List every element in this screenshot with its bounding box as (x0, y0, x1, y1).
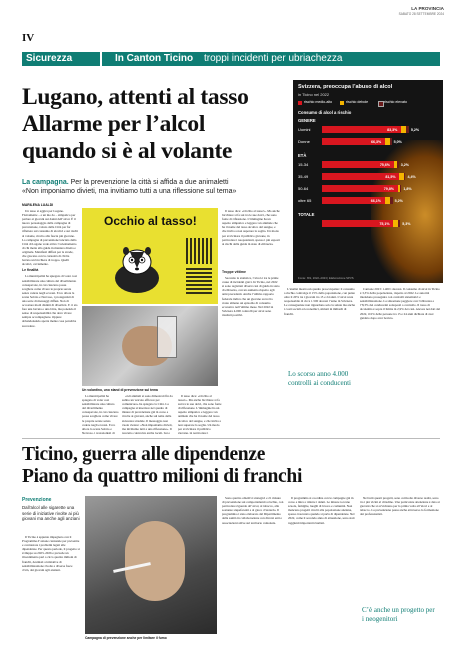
second-pull-quote: C’è anche un progetto per i neogenitori (362, 606, 435, 623)
bar-high (397, 161, 399, 168)
issue-date: SABATO 28 SETTEMBRE 2024 (398, 12, 444, 16)
column-4b-body: Il tasso dice: «Occhio al tasso!». Ma anche bicchiere si fa sui tra le sue dolci, che sono fonte di riflessione. L’immagine ha un aspetto simpatico e leggero: un animale che ha il nome del tasso alcolico del sangue, e che invita a non superare la soglia. Un modo per avvicinare il pubblico giovane, in particolare i (178, 394, 222, 434)
breathalyzer-photo (82, 306, 218, 386)
legend-swatch-low (340, 101, 344, 105)
qr-code-2 (186, 268, 212, 294)
chart-group-heading: ETÀ (298, 153, 307, 158)
headline-line-3: quando si è al volante (22, 138, 233, 164)
section-label: Sicurezza (26, 53, 73, 64)
second-column-1 (22, 535, 80, 653)
cigarette-photo-caption: Campagna di prevenzione anche per limitare il fumo (85, 636, 167, 640)
legend-label-medium: rischio medio-alto (304, 100, 333, 104)
chart-group-heading: TOTALE (298, 212, 315, 217)
bar-high (390, 197, 393, 204)
story-divider (22, 438, 440, 439)
bar-value-low: 5,0% (393, 139, 402, 144)
second-headline-line-1: Ticino, guerra alle dipendenze (22, 444, 266, 465)
infographic-panel (293, 80, 443, 283)
publication-name: LA PROVINCIA (411, 6, 444, 11)
column-troppe-body: Secondo la statistica, l’alcol è tra le prime cause di incidenti gravi. In Ticino, nel 2022 si sono registrati diversi casi di guida in stato di ebbrezza, con un aumento rispetto agli anni precedenti. Anche l’ultimo rapporto federale indica che un giovane su tre ha avuto almeno un episodio di consumo eccessivo nell’ultimo mese. Nel 2022 in Svizzera 4.000 controlli per alcol sono risultati positivi. (222, 276, 280, 317)
bar-value-medium: 66,1% (370, 198, 381, 203)
infographic-title: Svizzera, preoccupa l’abuso di alcol (298, 84, 393, 90)
legend-swatch-medium (298, 101, 302, 105)
section-headline-rest: troppi incidenti per ubriachezza (204, 53, 343, 64)
bar-value-low: 4,4% (407, 174, 416, 179)
second-column-2-body: Sono quattro obiettivi strategici e 21 misure di prevenzione sui comportamenti a rischio, con particolare riguardo all’alcol, al tabacco, alle sostanze stupefacenti e al gioco d’azzardo. Il programma è stato elaborato dal Dipartimento della sanità in collaborazione con diversi enti e associazioni attive sul territorio cantonale. (222, 496, 284, 525)
headline-line-1: Lugano, attenti al tasso (22, 84, 249, 110)
chart-row-label: 15-34 (298, 162, 309, 167)
column-5-body: L’analisi mostra un quadro preoccupante: il consumo a rischio coinvolge il 15% della popolazione, con punte oltre il 20% tra i giovani tra 15 e 24 anni. L’alcol resta responsabile di circa 1.500 decessi l’anno in Svizzera. Le conseguenze non riguardano solo la salute ma anche i costi sociali ed economici, stimati in miliardi di franchi. (284, 287, 355, 316)
column-2b-body: La municipalità ha spiegato di voler così sensibilizzare una cultura del divertimento consapevole, in cui ciascuno possa scegliere come vivere le proprie serate senza cadere negli eccessi. Ecco allora la scena Sobrio e Nervoso, i protagonisti di (82, 394, 119, 434)
story-deck (22, 178, 297, 196)
photo-face (125, 521, 185, 601)
column-1-body: Un tasso si aggira per Lugano. Fisicamente – e un mo do – simpatico per parlare ai giovani sui danni dell’alcol. È il nuovo personaggio della campagna di prevenzione, voluto dalla Città per far riflettere sul consumo di alcolici e sui rischi al volante, rivolto alla fascia più giovane. La campagna di prevenzione lanciata dalla Città di Lugano vede attivo l’orientamento di chi mette alla guida in maniera diretta e originale. Manifesti diffusi per le strade, che giocano con la curiosità di chi ha bevuto un bicchiere di troppo. Quelli alcolici, ovviamente. (22, 209, 78, 267)
bar-high (404, 173, 406, 180)
byline: MARILENA LUALDI (22, 203, 54, 207)
bar-high (398, 220, 400, 227)
photo-caption-main: Un volantino, uno stand di prevenzione sul tema (82, 388, 158, 392)
second-column-1-body: Il Ticino è appunto impegnato con il Programma d’azione cantonale per prevenire e contrastare i problemi legati alle dipendenze. Per questo periodo, il progetto si sviluppa su 2023–2026 e prevede un investimento pari a circa quattro milioni di franchi, destinati a iniziative di sensibilizzazione rivolte a diverse fasce d’età, dai giovani agli anziani. (22, 535, 80, 572)
section-bar (22, 52, 440, 66)
chart-row-label: Uomini (298, 127, 311, 132)
chart-group-heading: GENERE (298, 118, 316, 123)
story-column-troppe (222, 270, 280, 434)
column-6-body: Cantone 2023: 1.400 i decessi. Il consumo di alcol in Ticino è 3,3% della popolazione, rispetto al 2022. Le autorità intendono proseguire con controlli sistematici e sensibilizzazione. La situazione peggiore con l’ebbrezza e l’8,3% dei conducenti sottoposti a controllo. Il tasso di alcolemia è sopra il limite in 2,9% dei casi. Ancora nei dati del 2022, il 6% delle persone tra 15 e 24 anni dichiara di aver guidato dopo aver bevuto. (360, 287, 440, 320)
story-column-3 (222, 209, 280, 267)
second-headline-line-2: Piano da quattro milioni di franchi (22, 466, 303, 487)
legend-label-low: rischio debole (346, 100, 369, 104)
deck-line-1: Per la prevenzione la città si affida a due animaletti (70, 179, 229, 186)
bar-chart (298, 118, 438, 268)
legend-label-high: rischio elevato (384, 100, 407, 104)
story-column-5 (284, 287, 356, 351)
second-column-4 (360, 496, 440, 588)
chart-row-label: 35-49 (298, 174, 309, 179)
story-column-1 (22, 209, 78, 385)
bar-value-low: 5,3% (402, 221, 411, 226)
bar-value-low: 5,2% (410, 127, 420, 132)
second-column-3 (288, 496, 356, 653)
headline-line-2: Allarme per l’alcol (22, 111, 206, 137)
badger-illustration (106, 238, 168, 293)
chart-row-label: oltre 65 (298, 198, 312, 203)
infographic-source: Fonte: ISS, 2022–2023 | Elaborazione SPVS (298, 276, 354, 280)
section-divider (100, 52, 102, 66)
pull-quote: Lo scorso anno 4.000 controlli ai conducenti (288, 370, 351, 387)
main-headline (22, 84, 287, 165)
bar-value-low: 3,2% (400, 162, 409, 167)
campaign-poster-image (82, 208, 218, 304)
infographic-subtitle: in Ticino nel 2022 (298, 92, 330, 97)
bar-value-medium: 75,6% (379, 162, 391, 167)
story-column-6 (360, 287, 440, 434)
column-3-body: Il tasso dice: «Occhio al tasso!». Ma anche bicchiere si fa sui tra le sue dolci, che sono fonte di riflessione. L’immagine ha un aspetto simpatico e leggero: un animale che ha il nome del tasso alcolico del sangue, e che invita a non superare la soglia. Un modo per avvicinare il pubblico giovane, in particolare i neopatentati, spesso i più esposti ai rischi della guida in stato di ebbrezza. (222, 209, 280, 246)
story-column-2 (122, 394, 174, 434)
bar-value-medium: 66,3% (370, 139, 382, 144)
poster-slogan: Occhio al tasso! (104, 214, 197, 228)
subhead-troppe-vittime: Troppe vittime (222, 270, 246, 274)
bar-high (390, 138, 392, 145)
bar-value-medium: 83,3% (387, 127, 398, 132)
second-column-2 (222, 496, 284, 653)
chart-row-label: Donne (298, 139, 310, 144)
deck-line-2: «Non imponiamo divieti, ma invitiamo tutti a una riflessione sul tema» (22, 188, 237, 195)
infographic-legend (298, 100, 443, 106)
qr-code (186, 238, 212, 264)
column-1-body-2: La municipalità ha spiegato di voler così sensibilizzare una cultura del divertimento consapevole, in cui ciascuno possa scegliere come vivere le proprie serate senza cadere negli eccessi. Ecco allora la scena Sobrio e Nervoso, i protagonisti di una serie di messaggi diffusi. Non di accostare modi distinti di divertirsi. E ci sia fare una bevuta o una birra, ma ponendo il senso di responsabilità che deve vivere sempre accompagnare. Oppure abbandonando aperta mente cosa potrebbe succedere. (22, 274, 78, 328)
second-headline (22, 444, 440, 488)
photo-glass (157, 316, 177, 358)
bar-value-low: 5,2% (394, 198, 403, 203)
section-headline-bold: In Canton Ticino (115, 53, 194, 64)
bar-value-medium: 81,5% (385, 174, 396, 179)
second-side-deck: Dall’alcol alle sigarette una serie di iniziative rivolte ai più giovani ma anche agli anziani (22, 505, 80, 522)
cigarette-photo (85, 496, 217, 634)
second-side-tag: Prevenzione (22, 497, 52, 503)
page-number: IV (22, 32, 35, 44)
bar-high (406, 126, 409, 133)
deck-kicker: La campagna. (22, 179, 69, 186)
subhead-finalita: Le finalità (22, 268, 39, 273)
story-column-2b (82, 394, 119, 434)
column-2-body: «Gli animali si sono dimostrati fin da subito un veicolo efficace per comunicare» ha spiegato la Città. La campagna si inserisce nel quadro di misure di prevenzione già in corso e rivolte ai giovani, anche sul tema della sicurezza stradale. Il messaggio non vuole vietare: «Non imponiamo divieti, ma invitiamo tutti a una riflessione». Il progetto coinvolge anche locali, bar e (122, 394, 173, 434)
story-column-4 (178, 394, 222, 434)
bar-value-medium: 75,1% (379, 221, 390, 226)
second-column-3-body: Il programma si coordina con le campagne già in corso e mira a ridurre i danni. Le misure toccano scuole, famiglie, luoghi di lavoro e comunità. Non mancano progetti rivolti alla popolazione anziana, spesso trascurata quando si parla di dipendenze. Nel 2022, come il secondo anno di attuazione, sono stati raggiunti importanti risultati. (288, 496, 355, 525)
bar-value-medium: 79,8% (383, 186, 394, 191)
bar-high (400, 185, 402, 192)
second-column-4-body: Nel tutti questi progetti, sono coinvolte diverse realtà, sono tra i più vicini al cittadino. Una particolare attenzione è data ai giovani che si avvicinano per la prima volta all’alcol e al tabacco. La prevenzione passa anche attraverso la formazione dei professionisti. (360, 496, 440, 517)
chart-row-label: 50-64 (298, 186, 309, 191)
chart-heading: Consumo di alcol a rischio (298, 110, 352, 115)
bar-value-low: 1,8% (403, 186, 412, 191)
